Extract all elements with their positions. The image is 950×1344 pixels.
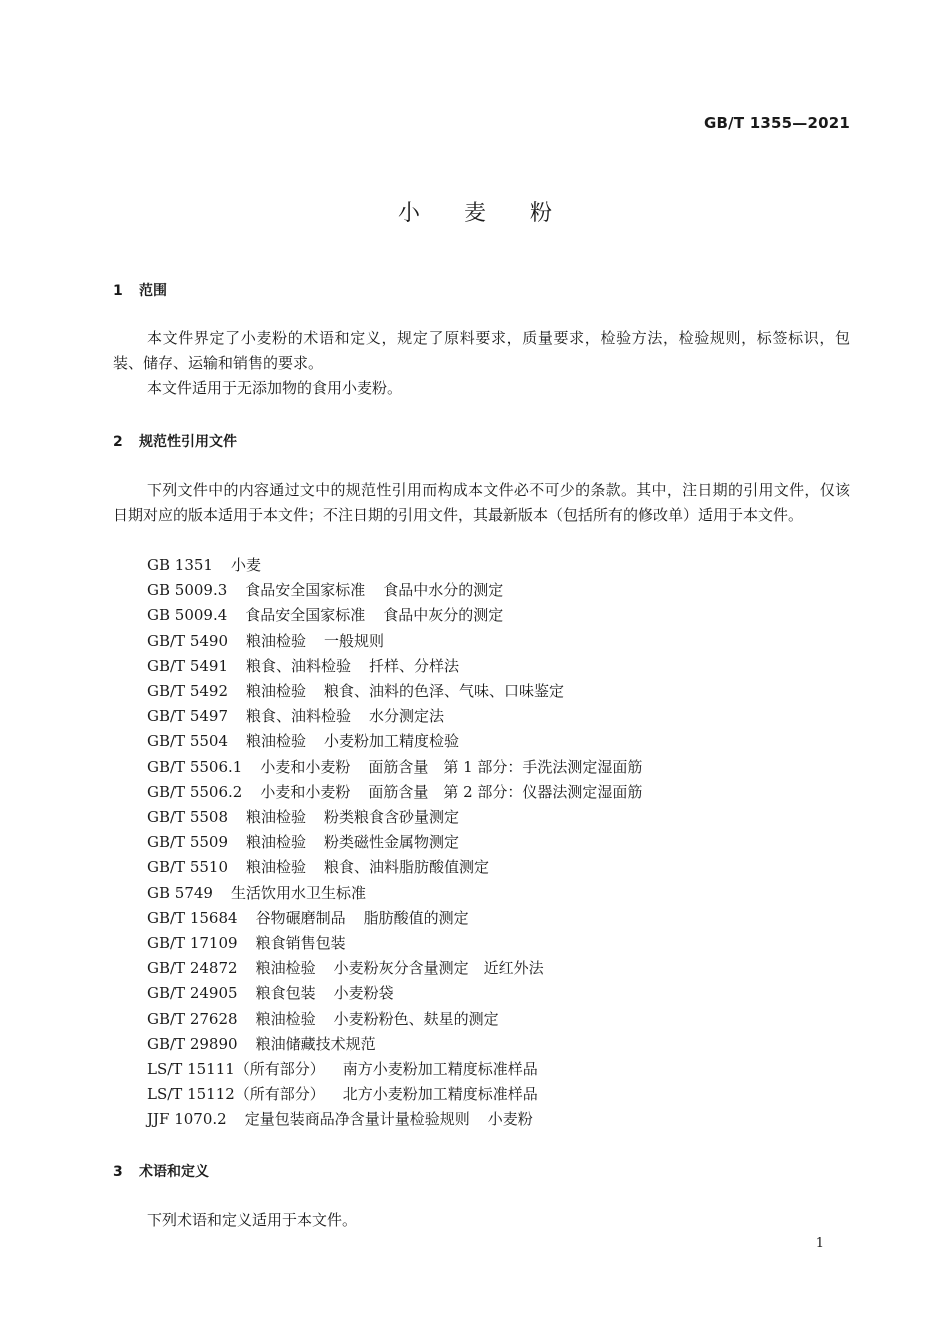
- reference-subtitle: 小麦粉灰分含量测定 近红外法: [333, 959, 544, 978]
- reference-title: 粮油检验: [246, 732, 307, 751]
- reference-item: [147, 1082, 642, 1107]
- reference-subtitle: 粉类磁性金属物测定: [324, 833, 460, 852]
- section-heading-terms: [113, 1161, 209, 1181]
- reference-item: [147, 553, 642, 578]
- reference-list: [147, 553, 642, 1133]
- reference-item: [147, 603, 642, 628]
- section-title: 术语和定义: [139, 1164, 209, 1180]
- reference-item: [147, 780, 642, 805]
- reference-code: GB 5749: [147, 883, 213, 902]
- reference-item: [147, 729, 642, 754]
- reference-subtitle: 小麦粉粉色、麸星的测定: [333, 1009, 499, 1028]
- reference-subtitle: 小麦粉袋: [333, 984, 394, 1003]
- reference-item: [147, 578, 642, 603]
- reference-item: [147, 931, 642, 956]
- reference-code: GB 1351: [147, 556, 213, 574]
- reference-code: GB/T 24905: [147, 984, 238, 1003]
- reference-title: 粮油检验: [246, 682, 307, 701]
- reference-code: GB/T 5492: [147, 682, 229, 701]
- reference-code: GB/T 5510: [147, 858, 229, 877]
- reference-item: [147, 1107, 642, 1132]
- section-title: 规范性引用文件: [139, 434, 237, 450]
- reference-subtitle: 脂肪酸值的测定: [363, 908, 469, 927]
- scope-paragraph-1: 本文件界定了小麦粉的术语和定义，规定了原料要求，质量要求，检验方法，检验规则，标签标识，包装、储存、运输和销售的要求。: [113, 329, 850, 372]
- reference-code: GB/T 17109: [147, 934, 238, 953]
- reference-code: GB/T 5491: [147, 656, 229, 675]
- reference-item: [147, 956, 642, 981]
- references-intro: 下列文件中的内容通过文中的规范性引用而构成本文件必不可少的条款。其中，注日期的引用文件，仅该日期对应的版本适用于本文件；不注日期的引用文件，其最新版本（包括所有的修改单）适用于本文件。: [113, 481, 850, 524]
- reference-subtitle: 粮食、油料的色泽、气味、口味鉴定: [324, 682, 565, 701]
- reference-item: [147, 1007, 642, 1032]
- reference-title: 粮食、油料检验: [246, 707, 352, 726]
- terms-intro: 下列术语和定义适用于本文件。: [147, 1211, 358, 1229]
- reference-item: [147, 805, 642, 830]
- reference-code: GB/T 15684: [147, 908, 238, 927]
- section-number: 1: [113, 283, 123, 299]
- reference-item: [147, 906, 642, 931]
- reference-code: GB/T 5506.2: [147, 782, 243, 801]
- reference-subtitle: 面筋含量 第 1 部分：手洗法测定湿面筋: [368, 757, 643, 776]
- reference-code: GB/T 24872: [147, 959, 238, 978]
- reference-title: 粮食包装: [255, 984, 316, 1003]
- reference-title: 食品安全国家标准: [245, 581, 366, 600]
- reference-subtitle: 扦样、分样法: [369, 656, 460, 675]
- reference-subtitle: 面筋含量 第 2 部分：仪器法测定湿面筋: [368, 782, 643, 801]
- page-number: 1: [815, 1236, 824, 1251]
- reference-subtitle: 水分测定法: [369, 707, 445, 726]
- reference-item: [147, 679, 642, 704]
- document-title: 小麦粉: [397, 201, 596, 226]
- reference-subtitle: 小麦粉: [487, 1110, 533, 1129]
- reference-item: [147, 1057, 642, 1082]
- reference-subtitle: 食品中灰分的测定: [383, 606, 504, 625]
- reference-item: [147, 981, 642, 1006]
- reference-item: [147, 755, 642, 780]
- reference-item: [147, 855, 642, 880]
- reference-title: 粮油检验: [255, 1009, 316, 1028]
- reference-title: 粮油检验: [246, 833, 307, 852]
- scope-paragraph-2: 本文件适用于无添加物的食用小麦粉。: [147, 379, 403, 397]
- reference-title: 小麦: [230, 556, 261, 574]
- reference-code: GB 5009.4: [147, 606, 228, 625]
- section-number: 2: [113, 434, 123, 450]
- section-heading-scope: [113, 280, 167, 300]
- reference-title: 小麦和小麦粉: [260, 757, 351, 776]
- reference-subtitle: 小麦粉加工精度检验: [324, 732, 460, 751]
- reference-title: 粮油检验: [255, 959, 316, 978]
- reference-title: 粮油储藏技术规范: [255, 1034, 376, 1053]
- reference-code: LS/T 15111（所有部分）: [147, 1060, 325, 1079]
- reference-title: 食品安全国家标准: [245, 606, 366, 625]
- standard-code: GB/T 1355—2021: [704, 114, 850, 132]
- section-heading-references: [113, 431, 237, 451]
- reference-title: 生活饮用水卫生标准: [230, 883, 366, 902]
- reference-code: LS/T 15112（所有部分）: [147, 1085, 325, 1104]
- reference-title: 谷物碾磨制品: [255, 908, 346, 927]
- reference-title: 粮油检验: [246, 858, 307, 877]
- reference-title: 粮油检验: [246, 808, 307, 827]
- reference-item: [147, 830, 642, 855]
- reference-subtitle: 粮食、油料脂肪酸值测定: [324, 858, 490, 877]
- reference-item: [147, 654, 642, 679]
- reference-code: GB/T 29890: [147, 1034, 238, 1053]
- reference-code: GB/T 5504: [147, 732, 229, 751]
- reference-title: 粮油检验: [246, 631, 307, 650]
- reference-title: 南方小麦粉加工精度标准样品: [342, 1060, 538, 1079]
- reference-title: 北方小麦粉加工精度标准样品: [342, 1085, 538, 1104]
- reference-title: 定量包装商品净含量计量检验规则: [244, 1110, 470, 1129]
- reference-title: 小麦和小麦粉: [260, 782, 351, 801]
- reference-item: [147, 629, 642, 654]
- reference-item: [147, 1032, 642, 1057]
- reference-title: 粮食、油料检验: [246, 656, 352, 675]
- reference-subtitle: 一般规则: [324, 631, 385, 650]
- reference-code: GB 5009.3: [147, 581, 228, 600]
- reference-code: GB/T 27628: [147, 1009, 238, 1028]
- reference-item: [147, 704, 642, 729]
- reference-code: GB/T 5506.1: [147, 757, 243, 776]
- reference-title: 粮食销售包装: [255, 934, 346, 953]
- reference-item: [147, 881, 642, 906]
- reference-subtitle: 食品中水分的测定: [383, 581, 504, 600]
- reference-code: GB/T 5508: [147, 808, 229, 827]
- section-number: 3: [113, 1164, 123, 1180]
- section-title: 范围: [139, 283, 167, 299]
- reference-code: GB/T 5509: [147, 833, 229, 852]
- reference-code: GB/T 5490: [147, 631, 229, 650]
- reference-subtitle: 粉类粮食含砂量测定: [324, 808, 460, 827]
- reference-code: GB/T 5497: [147, 707, 229, 726]
- reference-code: JJF 1070.2: [147, 1110, 227, 1129]
